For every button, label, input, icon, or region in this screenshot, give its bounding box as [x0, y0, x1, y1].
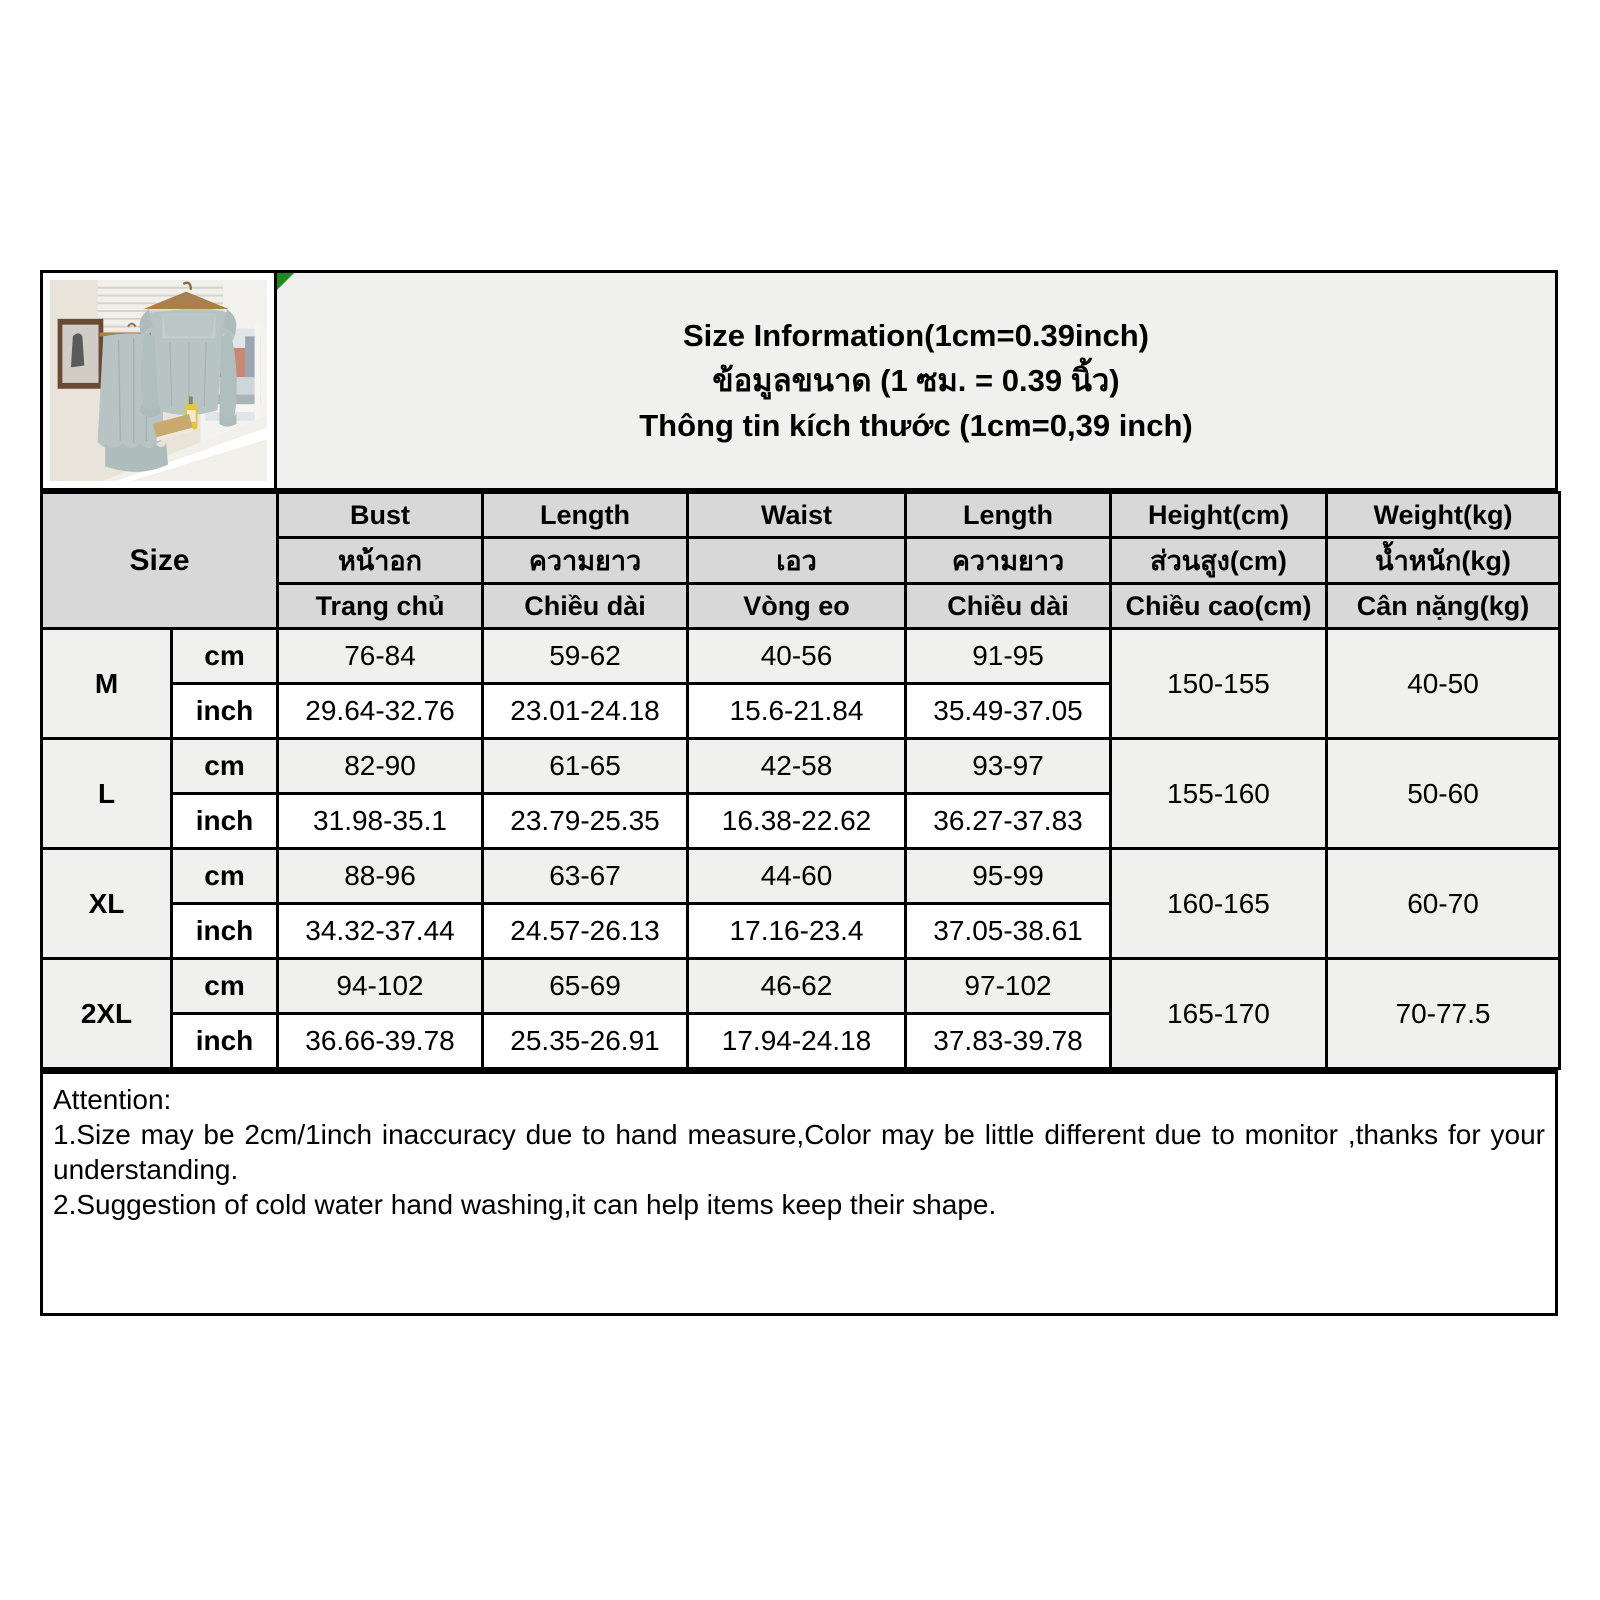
- size-label-l: L: [42, 739, 172, 849]
- attention-note-1: 1.Size may be 2cm/1inch inaccuracy due to hand measure,Color may be little different due to monitor ,thanks for your understanding.: [53, 1119, 1545, 1185]
- cell-l-inch-waist: 16.38-22.62: [688, 794, 906, 849]
- title-english: Size Information(1cm=0.39inch): [683, 317, 1149, 353]
- header-bust-en: Bust: [278, 493, 483, 538]
- header-waist-vi: Vòng eo: [688, 584, 906, 629]
- size-chart-table: [40, 491, 1561, 1070]
- cell-l-weight: 50-60: [1327, 739, 1560, 849]
- size-label-xl: XL: [42, 849, 172, 959]
- cell-2xl-inch-length2: 37.83-39.78: [906, 1014, 1111, 1069]
- attention-box: [40, 1070, 1558, 1316]
- cell-xl-inch-length1: 24.57-26.13: [483, 904, 688, 959]
- cell-2xl-cm-bust: 94-102: [278, 959, 483, 1014]
- cell-xl-cm-length1: 63-67: [483, 849, 688, 904]
- product-photo: [50, 280, 267, 481]
- attention-note-2: 2.Suggestion of cold water hand washing,it can help items keep their shape.: [53, 1189, 997, 1220]
- cell-m-inch-length1: 23.01-24.18: [483, 684, 688, 739]
- corner-triangle-icon: [277, 273, 294, 290]
- header-height-th: ส่วนสูง(cm): [1111, 538, 1327, 584]
- cell-xl-weight: 60-70: [1327, 849, 1560, 959]
- cell-m-cm-length2: 91-95: [906, 629, 1111, 684]
- cell-l-height: 155-160: [1111, 739, 1327, 849]
- cell-2xl-height: 165-170: [1111, 959, 1327, 1069]
- top-section: [40, 270, 1558, 491]
- unit-label-inch: inch: [172, 1014, 278, 1069]
- header-bust-th: หน้าอก: [278, 538, 483, 584]
- cell-xl-cm-length2: 95-99: [906, 849, 1111, 904]
- unit-label-inch: inch: [172, 794, 278, 849]
- cell-xl-height: 160-165: [1111, 849, 1327, 959]
- product-photo-cell: [43, 273, 277, 488]
- cell-2xl-inch-bust: 36.66-39.78: [278, 1014, 483, 1069]
- cell-xl-inch-waist: 17.16-23.4: [688, 904, 906, 959]
- cell-l-inch-length2: 36.27-37.83: [906, 794, 1111, 849]
- header-length1-vi: Chiều dài: [483, 584, 688, 629]
- cell-xl-cm-bust: 88-96: [278, 849, 483, 904]
- header-length2-th: ความยาว: [906, 538, 1111, 584]
- header-weight-en: Weight(kg): [1327, 493, 1560, 538]
- cell-l-cm-length2: 93-97: [906, 739, 1111, 794]
- cell-m-cm-waist: 40-56: [688, 629, 906, 684]
- header-length2-en: Length: [906, 493, 1111, 538]
- cell-m-weight: 40-50: [1327, 629, 1560, 739]
- title-box: [277, 273, 1555, 488]
- cell-2xl-weight: 70-77.5: [1327, 959, 1560, 1069]
- cell-xl-cm-waist: 44-60: [688, 849, 906, 904]
- size-label-2xl: 2XL: [42, 959, 172, 1069]
- cell-2xl-inch-waist: 17.94-24.18: [688, 1014, 906, 1069]
- header-length1-th: ความยาว: [483, 538, 688, 584]
- cell-l-cm-bust: 82-90: [278, 739, 483, 794]
- header-length1-en: Length: [483, 493, 688, 538]
- cell-xl-inch-length2: 37.05-38.61: [906, 904, 1111, 959]
- cell-xl-inch-bust: 34.32-37.44: [278, 904, 483, 959]
- cell-l-cm-waist: 42-58: [688, 739, 906, 794]
- unit-label-inch: inch: [172, 904, 278, 959]
- header-weight-vi: Cân nặng(kg): [1327, 584, 1560, 629]
- size-chart-sheet: [40, 270, 1558, 1316]
- cell-2xl-inch-length1: 25.35-26.91: [483, 1014, 688, 1069]
- unit-label-cm: cm: [172, 959, 278, 1014]
- unit-label-inch: inch: [172, 684, 278, 739]
- header-bust-vi: Trang chủ: [278, 584, 483, 629]
- cell-m-height: 150-155: [1111, 629, 1327, 739]
- header-height-en: Height(cm): [1111, 493, 1327, 538]
- header-waist-en: Waist: [688, 493, 906, 538]
- header-height-vi: Chiều cao(cm): [1111, 584, 1327, 629]
- unit-label-cm: cm: [172, 739, 278, 794]
- title-vietnamese: Thông tin kích thước (1cm=0,39 inch): [639, 407, 1193, 443]
- cell-m-inch-length2: 35.49-37.05: [906, 684, 1111, 739]
- cell-m-inch-waist: 15.6-21.84: [688, 684, 906, 739]
- cell-l-cm-length1: 61-65: [483, 739, 688, 794]
- cell-m-cm-bust: 76-84: [278, 629, 483, 684]
- cell-2xl-cm-length2: 97-102: [906, 959, 1111, 1014]
- attention-title: Attention:: [53, 1084, 172, 1115]
- cell-m-inch-bust: 29.64-32.76: [278, 684, 483, 739]
- cell-2xl-cm-waist: 46-62: [688, 959, 906, 1014]
- unit-label-cm: cm: [172, 629, 278, 684]
- cell-l-inch-length1: 23.79-25.35: [483, 794, 688, 849]
- unit-label-cm: cm: [172, 849, 278, 904]
- cell-2xl-cm-length1: 65-69: [483, 959, 688, 1014]
- header-length2-vi: Chiều dài: [906, 584, 1111, 629]
- cell-l-inch-bust: 31.98-35.1: [278, 794, 483, 849]
- header-waist-th: เอว: [688, 538, 906, 584]
- title-thai: ข้อมูลขนาด (1 ซม. = 0.39 นิ้ว): [712, 362, 1120, 398]
- size-label-m: M: [42, 629, 172, 739]
- header-size: Size: [42, 493, 278, 629]
- cell-m-cm-length1: 59-62: [483, 629, 688, 684]
- header-weight-th: น้ำหนัก(kg): [1327, 538, 1560, 584]
